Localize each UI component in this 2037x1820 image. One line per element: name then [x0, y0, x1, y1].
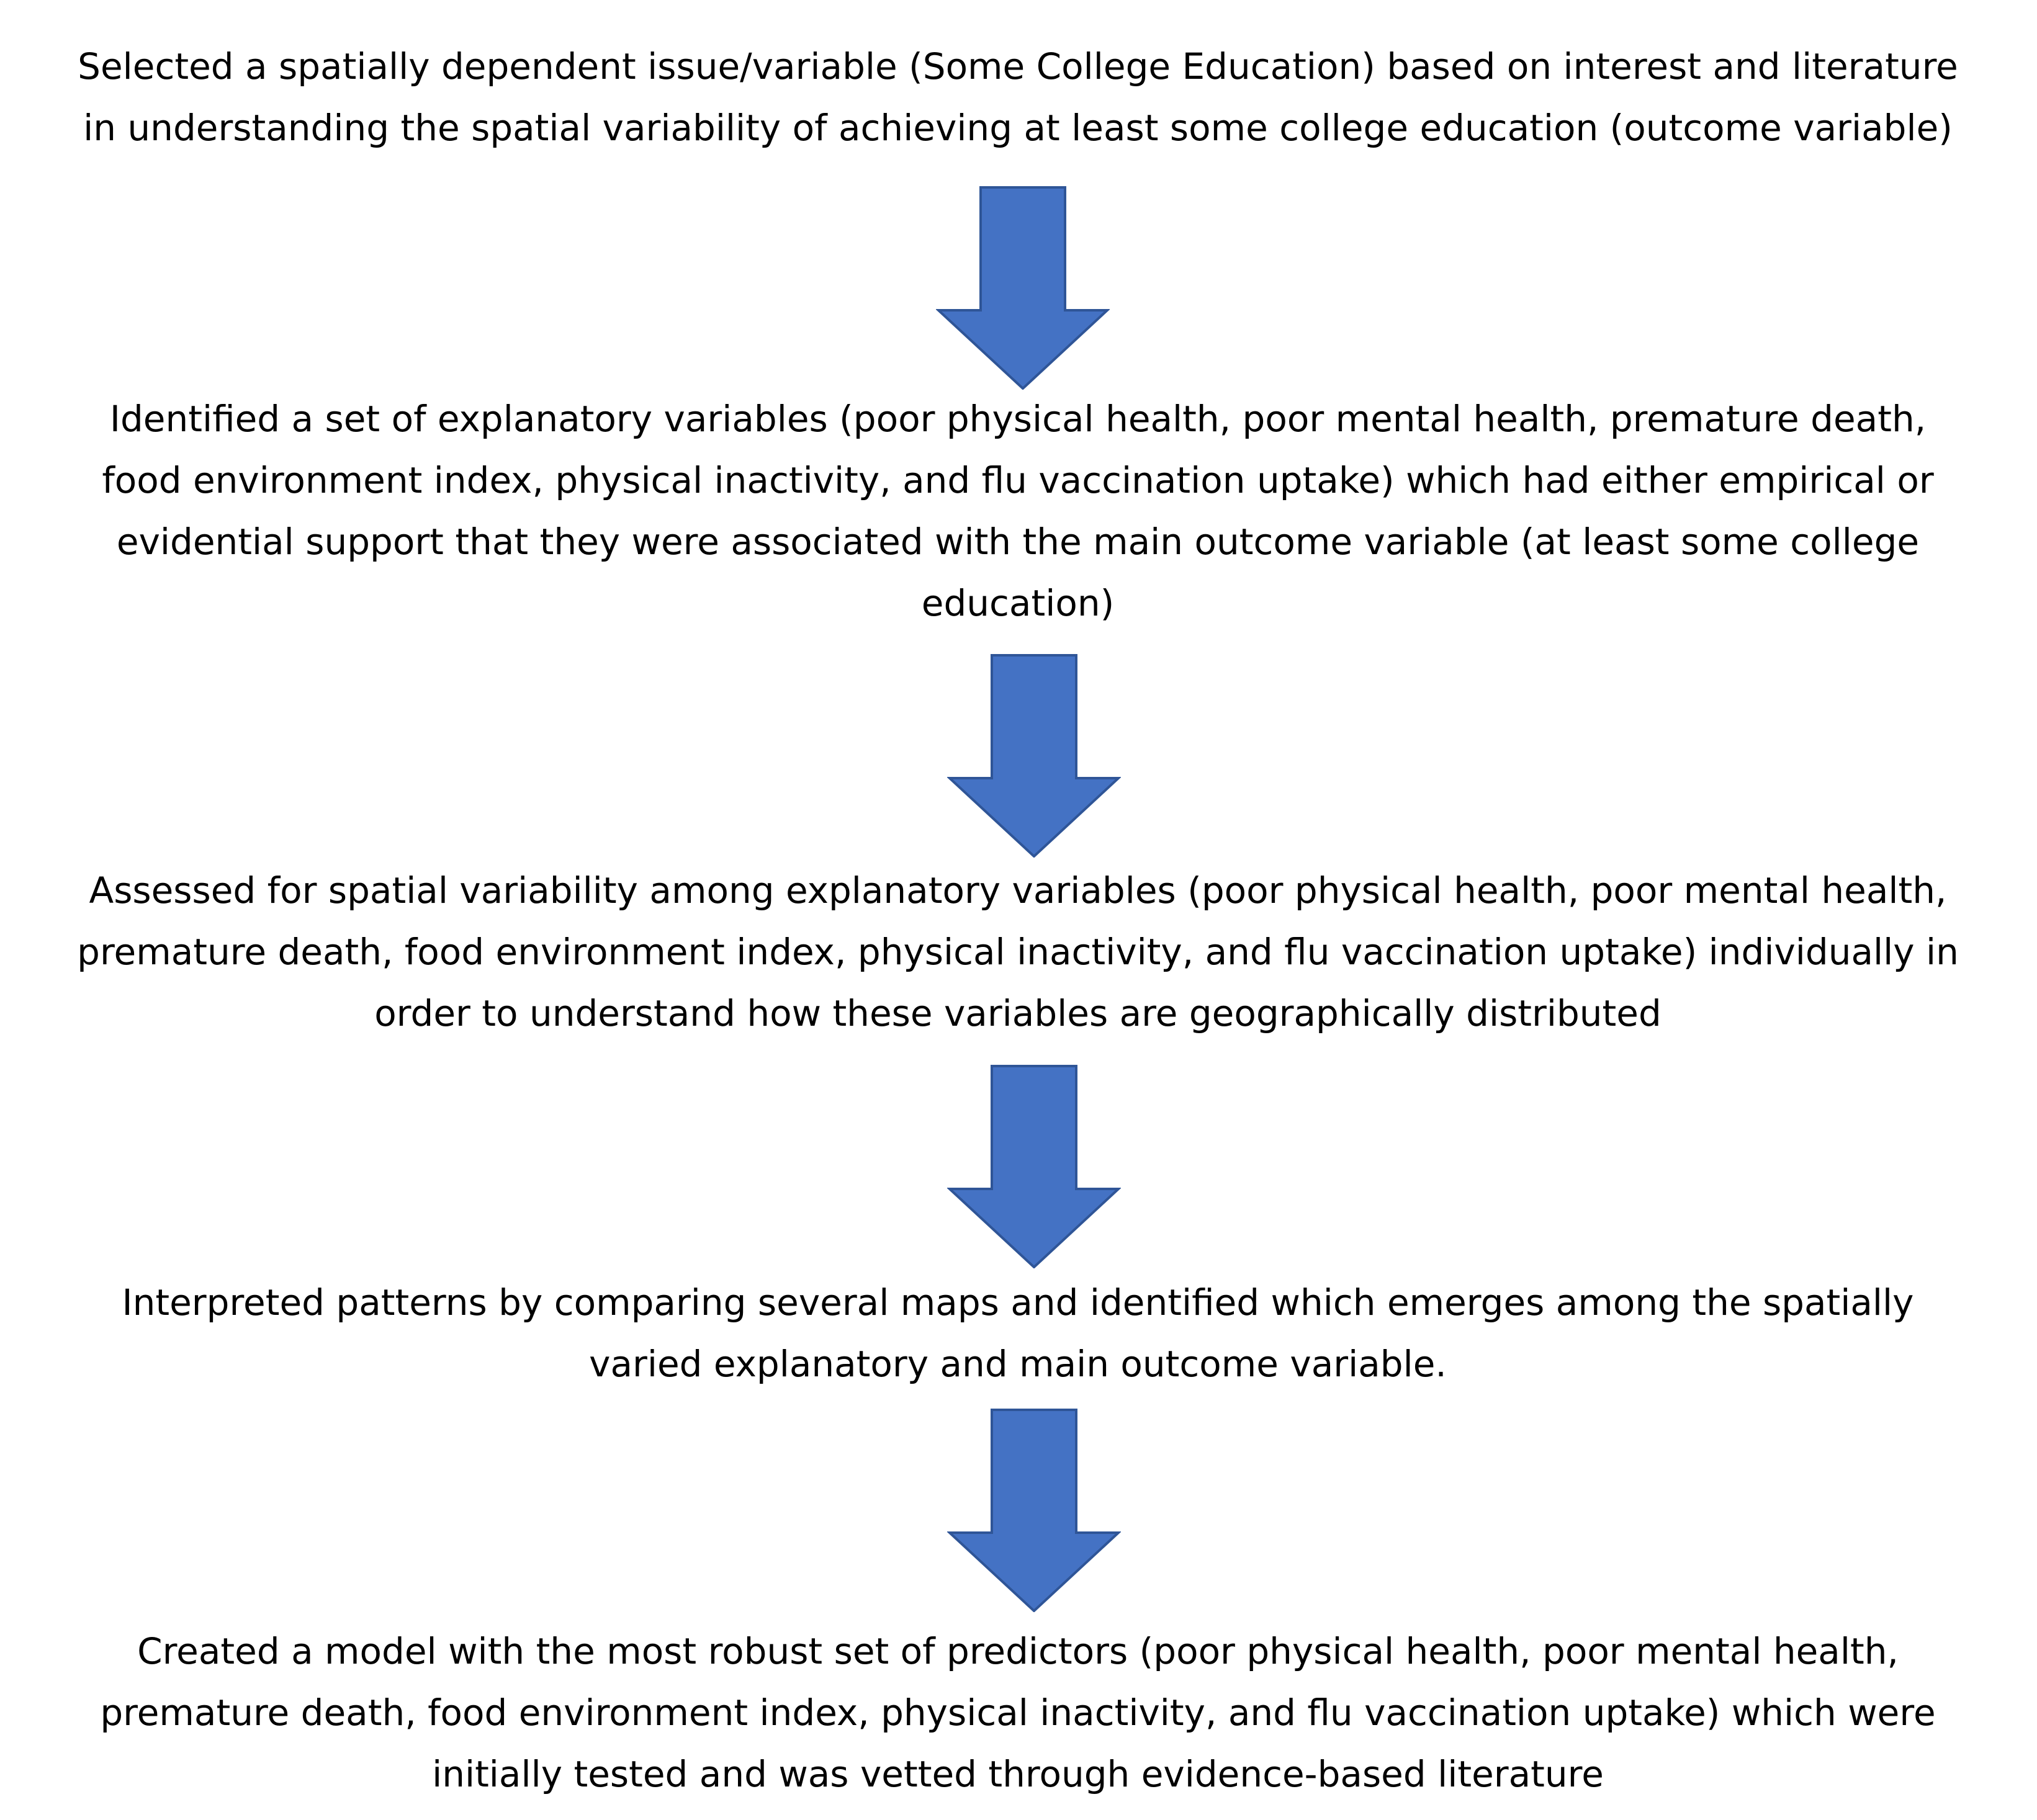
step-1-line-1: Selected a spatially dependent issue/variable (Some College Education) based on interest and literature [78, 45, 1958, 87]
step-3-line-2: premature death, food environment index, physical inactivity, and flu vaccination uptake) individually in [77, 931, 1959, 973]
step-3-line-3: order to understand how these variables are geographically distributed [374, 992, 1662, 1034]
step-3-text [31, 860, 2005, 1044]
step-4-line-2: varied explanatory and main outcome variable. [589, 1343, 1447, 1385]
step-4-text [31, 1272, 2005, 1395]
step-1-text [31, 36, 2005, 159]
down-arrow-2 [947, 654, 1121, 858]
step-1-line-2: in understanding the spatial variability of achieving at least some college education (outcome variable) [83, 107, 1953, 149]
step-5-text [31, 1621, 2005, 1805]
step-2-text [31, 388, 2005, 634]
step-2-line-3: evidential support that they were associated with the main outcome variable (at least some college [116, 521, 1920, 563]
down-arrow-4 [947, 1409, 1121, 1612]
step-5-line-1: Created a model with the most robust set of predictors (poor physical health, poor mental health, [137, 1630, 1899, 1672]
down-arrow-3 [947, 1065, 1121, 1268]
down-arrow-1 [936, 186, 1110, 390]
step-2-line-2: food environment index, physical inactivity, and flu vaccination uptake) which had either empirical or [102, 459, 1934, 501]
step-5-line-3: initially tested and was vetted through evidence-based literature [432, 1753, 1604, 1795]
step-2-line-4: education) [921, 582, 1115, 624]
step-4-line-1: Interpreted patterns by comparing several maps and identified which emerges among the spatially [122, 1281, 1914, 1324]
step-3-line-1: Assessed for spatial variability among explanatory variables (poor physical health, poor mental health, [89, 869, 1947, 912]
step-5-line-2: premature death, food environment index, physical inactivity, and flu vaccination uptake) which were [100, 1692, 1936, 1734]
step-2-line-1: Identified a set of explanatory variables (poor physical health, poor mental health, premature death, [109, 398, 1927, 440]
